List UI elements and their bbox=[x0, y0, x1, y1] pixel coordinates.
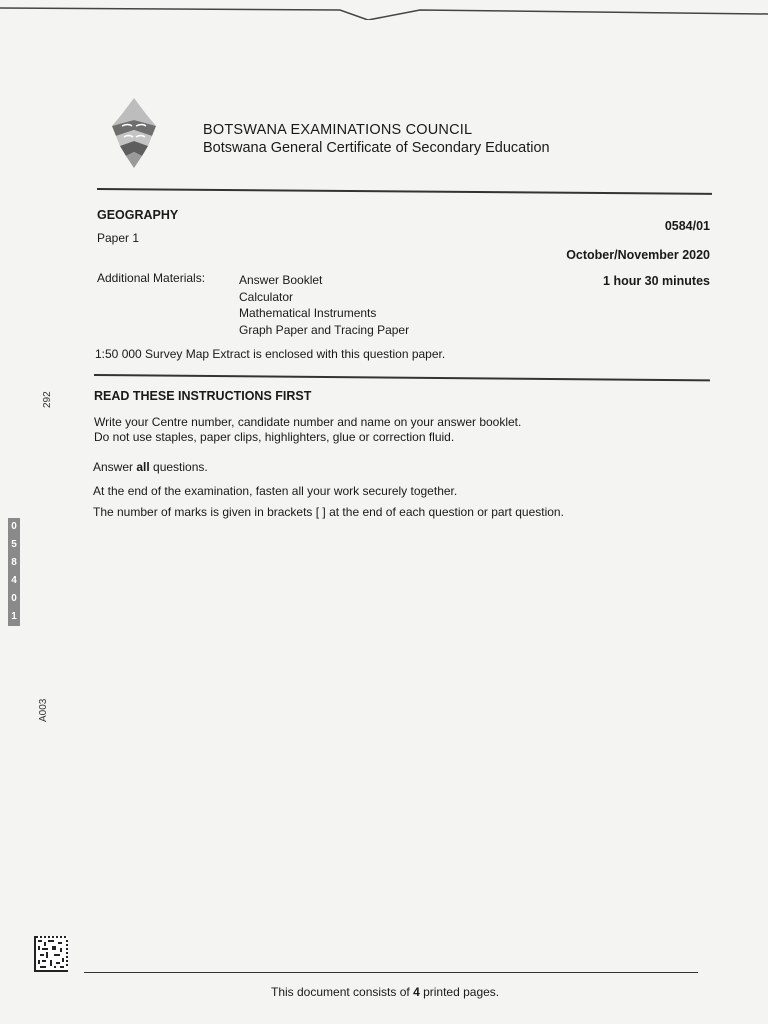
side-tab-char: 4 bbox=[11, 575, 17, 586]
subject-title: GEOGRAPHY bbox=[97, 208, 179, 222]
side-tab-char: 0 bbox=[11, 593, 17, 604]
material-item: Graph Paper and Tracing Paper bbox=[239, 322, 410, 337]
bec-logo bbox=[108, 96, 160, 170]
instruction-emphasis: all bbox=[136, 460, 150, 474]
materials-list bbox=[239, 272, 409, 338]
instruction-text: Answer bbox=[93, 460, 137, 474]
header-divider bbox=[97, 188, 712, 194]
footer-divider bbox=[84, 972, 698, 973]
instruction-text: questions. bbox=[149, 460, 208, 474]
material-item: Calculator bbox=[239, 289, 294, 304]
side-number: 292 bbox=[42, 391, 53, 408]
side-tab-char: 1 bbox=[11, 611, 17, 622]
material-item: Answer Booklet bbox=[239, 273, 323, 287]
page-top-edge bbox=[0, 0, 768, 20]
datamatrix-barcode bbox=[34, 936, 68, 972]
side-tab-char: 8 bbox=[11, 557, 17, 568]
side-code: A003 bbox=[38, 698, 49, 722]
side-tab-char: 5 bbox=[11, 539, 17, 550]
materials-label: Additional Materials: bbox=[97, 271, 206, 285]
instruction-line: Write your Centre number, candidate number and name on your answer booklet. bbox=[94, 415, 522, 429]
page-count-note bbox=[271, 985, 499, 999]
material-item: Mathematical Instruments bbox=[239, 306, 377, 320]
instructions-heading: READ THESE INSTRUCTIONS FIRST bbox=[94, 389, 312, 403]
instruction-line: The number of marks is given in brackets [ ] at the end of each question or part question. bbox=[93, 505, 564, 519]
footer-text: printed pages. bbox=[419, 985, 500, 999]
council-name: BOTSWANA EXAMINATIONS COUNCIL bbox=[203, 122, 473, 138]
exam-duration: 1 hour 30 minutes bbox=[603, 274, 710, 288]
instruction-line: Do not use staples, paper clips, highlighters, glue or correction fluid. bbox=[94, 430, 455, 444]
exam-session: October/November 2020 bbox=[566, 248, 710, 262]
paper-code: 0584/01 bbox=[664, 219, 710, 233]
footer-text: This document consists of bbox=[271, 985, 414, 999]
instruction-answer-all bbox=[93, 460, 208, 474]
side-tab-char: 0 bbox=[11, 521, 17, 532]
instructions-divider bbox=[94, 374, 710, 381]
instruction-line: At the end of the examination, fasten all your work securely together. bbox=[93, 484, 458, 498]
side-code-tab bbox=[8, 518, 20, 626]
paper-number: Paper 1 bbox=[97, 231, 140, 245]
certificate-title: Botswana General Certificate of Secondary Education bbox=[203, 140, 550, 156]
page-count: 4 bbox=[413, 985, 420, 999]
survey-map-note: 1:50 000 Survey Map Extract is enclosed with this question paper. bbox=[95, 347, 446, 361]
